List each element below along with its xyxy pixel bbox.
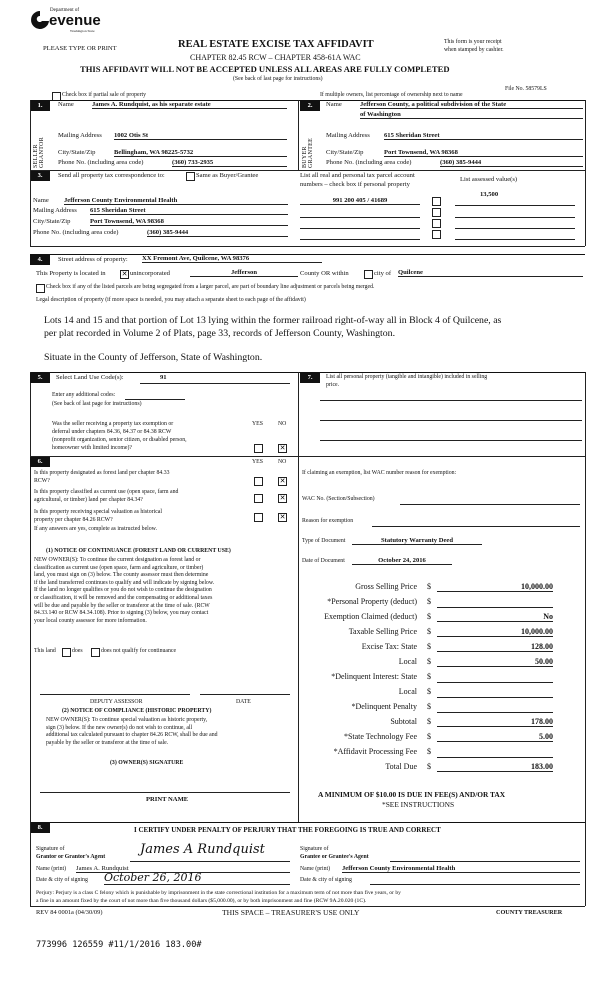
fee-value[interactable]: 10,000.00 (437, 627, 553, 637)
county-or-within-label: County OR within (300, 270, 349, 277)
receipt-note-1: This form is your receipt (444, 39, 502, 45)
buyer-phone-label: Phone No. (including area code) (326, 159, 412, 166)
personal-property-checkbox[interactable] (432, 208, 441, 217)
same-as-buyer-label: Same as Buyer/Grantee (196, 172, 259, 179)
fee-currency: $ (427, 672, 431, 681)
parcel-header-2: numbers – check box if personal property (300, 181, 410, 188)
fee-currency: $ (427, 762, 431, 771)
treasurer-use-only: THIS SPACE – TREASURER'S USE ONLY (222, 908, 360, 917)
fee-row (300, 610, 585, 625)
fee-row (300, 730, 585, 745)
legal-description-line-2[interactable]: per plat recorded in Volume 2 of Plats, page 33, records of Jefferson County, Washington. (44, 328, 396, 339)
document-date[interactable]: October 24, 2016 (352, 557, 452, 565)
document-type-label: Type of Document (302, 538, 346, 544)
same-as-buyer-checkbox[interactable] (186, 172, 195, 181)
parcel-header-1: List all real and personal tax parcel account (300, 172, 415, 179)
section-8-number: 8. (30, 823, 50, 833)
fee-currency: $ (427, 642, 431, 651)
notice-line: 84.33.140 or RCW 84.34.108). Prior to signing (3) below, you may contact (34, 610, 209, 617)
fee-row (300, 715, 585, 730)
segregated-checkbox[interactable] (36, 284, 45, 293)
segregated-label: Check box if any of the listed parcels are being segregated from a larger parcel, are part of boundary line adjustment or parcels being merged. (46, 284, 375, 290)
send-correspondence-label: Send all property tax correspondence to: (58, 172, 165, 179)
buyer-phone[interactable]: (360) 385-9444 (440, 159, 583, 167)
exemption-yes-checkbox[interactable] (254, 444, 263, 453)
exemption-wac-label: If claiming an exemption, list WAC number reason for exemption: (302, 470, 457, 476)
fee-row (300, 625, 585, 640)
file-no: File No. 58579LS (505, 86, 547, 92)
fee-label: Gross Selling Price (355, 582, 417, 591)
buyer-name-label: Name (326, 101, 342, 108)
yes-header: YES (252, 459, 263, 465)
yes-header: YES (252, 421, 263, 427)
section-5-number: 5. (30, 373, 50, 383)
seller-phone-label: Phone No. (including area code) (58, 159, 144, 166)
perjury-warning-2: a fine in an amount fixed by the court of not more than five thousand dollars ($5,000.00), or by both imprisonment and fine (RCW 9A.20.020 (1C). (36, 898, 367, 904)
grantee-signature-label-2: Grantee or Grantee's Agent (300, 854, 369, 860)
form-revision: REV 84 0001a (04/30/09) (36, 909, 103, 916)
personal-property-label-1: List all personal property (tangible and intangible) included in selling (326, 374, 488, 380)
city-of-label: city of (374, 270, 392, 277)
exemption-question-3: (nonprofit organization, senior citizen, or disabled person, (52, 437, 187, 443)
fee-currency: $ (427, 612, 431, 621)
personal-property-checkbox[interactable] (432, 230, 441, 239)
exemption-question-2: deferral under chapters 84.36, 84.37 or 84.38 RCW (52, 429, 172, 435)
fee-currency: $ (427, 747, 431, 756)
deputy-signature-line (40, 694, 190, 695)
section-6-number: 6. (30, 457, 50, 467)
notice-line: classification as current use (open space, farm and agriculture, or timber) (34, 564, 204, 571)
historic-question-1: Is this property receiving special valuation as historical (34, 509, 162, 515)
personal-property-checkbox[interactable] (432, 197, 441, 206)
fee-label: *Delinquent Penalty (351, 702, 417, 711)
notice-line: land, you must sign on (3) below. The county assessor must then determine (34, 572, 209, 579)
land-use-line (140, 383, 290, 384)
fee-currency: $ (427, 627, 431, 636)
forest-question-2: RCW? (34, 478, 50, 484)
notice-line: will be due and payable by the seller or transferor at the time of sale. (RCW (34, 602, 210, 609)
current-use-question-1: Is this property classified as current use (open space, farm and (34, 489, 179, 495)
section-1-number: 1. (30, 101, 50, 111)
buyer-mailing-label: Mailing Address (326, 132, 370, 139)
form-subtitle: CHAPTER 82.45 RCW – CHAPTER 458-61A WAC (190, 53, 361, 62)
personal-property-line (320, 440, 582, 441)
grantee-date-line (370, 884, 580, 885)
notice-continuance-body (34, 557, 294, 625)
street-address[interactable]: XX Fremont Ave, Quilcene, WA 98376 (142, 255, 322, 263)
grantor-date[interactable]: October 26, 2016 (104, 871, 290, 885)
additional-codes-label: Enter any additional codes: (52, 392, 116, 398)
correspondence-phone-label: Phone No. (including area code) (33, 229, 119, 236)
fee-value[interactable]: No (437, 612, 553, 622)
notice-line: payable by the seller or transferor at the time of sale. (46, 739, 169, 746)
divider (585, 822, 586, 906)
seller-city[interactable]: Bellingham, WA 98225-5732 (114, 149, 287, 157)
legal-description-line-1[interactable]: Lots 14 and 15 and that portion of Lot 13 lying within the former railroad right-of-way all in Block 4 of Quilcene, as (44, 315, 502, 326)
fee-currency: $ (427, 717, 431, 726)
fee-value[interactable]: 50.00 (437, 657, 553, 667)
correspondence-mailing[interactable]: 615 Sheridan Street (90, 207, 288, 215)
assessed-value[interactable]: 13,500 (480, 191, 499, 198)
fee-currency: $ (427, 582, 431, 591)
fee-value[interactable] (437, 747, 553, 758)
fee-label: *Delinquent Interest: State (331, 672, 417, 681)
grantee-date-label: Date & city of signing (300, 877, 352, 883)
current-use-question-2: agricultural, or timber) land per chapter 84.34? (34, 497, 143, 503)
fee-label: *State Technology Fee (343, 732, 417, 741)
buyer-name-line-1[interactable]: Jefferson County, a political subdivision of the State (360, 101, 583, 109)
divider (298, 100, 299, 170)
fee-label: Excise Tax: State (361, 642, 417, 651)
divider (585, 372, 586, 822)
perjury-warning-1: Perjury: Perjury is a class C felony which is punishable by imprisonment in the state correctional institution for a maximum term of not more than five years, or by (36, 890, 401, 896)
historic-yes-checkbox[interactable] (254, 513, 263, 522)
county-treasurer: COUNTY TREASURER (496, 909, 563, 916)
land-does-not-label: does not qualify for continuance (101, 648, 177, 654)
personal-property-checkbox[interactable] (432, 219, 441, 228)
fee-currency: $ (427, 657, 431, 666)
fee-row (300, 640, 585, 655)
fee-label: Subtotal (390, 717, 417, 726)
fee-currency: $ (427, 702, 431, 711)
column-divider (298, 372, 299, 822)
unincorporated-checkbox[interactable]: ✕ (121, 270, 128, 278)
section-2-number: 2. (300, 101, 320, 111)
yes-note: If any answers are yes, complete as instructed below. (34, 526, 157, 532)
correspondence-name[interactable]: Jefferson County Environmental Health (64, 197, 288, 205)
exemption-question-1: Was the seller receiving a property tax exemption or (52, 421, 174, 427)
document-type[interactable]: Statutory Warranty Deed (352, 537, 482, 545)
county-value[interactable]: Jefferson (190, 269, 298, 277)
fee-label: *Affidavit Processing Fee (333, 747, 417, 756)
deputy-date-line (200, 694, 290, 695)
personal-property-label-2: price. (326, 382, 340, 388)
fee-row (300, 580, 585, 595)
fee-currency: $ (427, 687, 431, 696)
notice-compliance-body (46, 717, 286, 747)
divider (30, 246, 585, 247)
print-name-label: PRINT NAME (146, 796, 189, 803)
located-in-label: This Property is located in (36, 270, 106, 277)
additional-codes-line (125, 399, 185, 400)
receipt-note-2: when stamped by cashier. (444, 47, 504, 53)
fee-value[interactable] (437, 672, 553, 683)
exemption-reason-line (372, 526, 580, 527)
no-header: NO (278, 421, 287, 427)
form-warning: THIS AFFIDAVIT WILL NOT BE ACCEPTED UNLESS ALL AREAS ARE FULLY COMPLETED (80, 64, 450, 74)
historic-no-checkbox[interactable]: ✕ (279, 513, 286, 521)
see-back: (See back of last page for instructions) (233, 76, 323, 82)
logo-name: evenue (49, 12, 101, 29)
treasurer-stamp: 773996 126559 #11/1/2016 183.00# (36, 940, 202, 950)
forest-question-1: Is this property designated as forest land per chapter 84.33 (34, 470, 170, 476)
partial-sale-label: Check box if partial sale of property (62, 92, 147, 98)
grantor-date-label: Date & city of signing (36, 877, 88, 883)
no-header: NO (278, 459, 287, 465)
divider (298, 456, 585, 457)
notice-line: or classification, it will be removed and the compensating or additional taxes (34, 594, 213, 601)
fee-row (300, 685, 585, 700)
assessed-line (455, 239, 575, 240)
assessed-line (455, 217, 575, 218)
fee-value[interactable]: 128.00 (437, 642, 553, 652)
personal-property-line (320, 400, 582, 401)
notice-line: NEW OWNER(S): To continue special valuation as historic property, (46, 717, 208, 723)
fee-row (300, 670, 585, 685)
land-does-not-checkbox[interactable] (91, 648, 100, 657)
notice-line: if the land transferred continues to qualify and will indicate by signing below. (34, 579, 215, 586)
fee-value[interactable]: 178.00 (437, 717, 553, 727)
form-title: REAL ESTATE EXCISE TAX AFFIDAVIT (178, 39, 374, 50)
section-3-number: 3. (30, 171, 50, 181)
divider (30, 372, 31, 822)
divider (30, 456, 298, 457)
land-use-label: Select Land Use Code(s): (56, 374, 124, 381)
land-does-checkbox[interactable] (62, 648, 71, 657)
grantor-signature-label-2: Grantor or Grantor's Agent (36, 854, 106, 860)
deputy-date-label: DATE (236, 699, 251, 705)
grantee-signature-label-1: Signature of (300, 846, 329, 852)
fee-label: Local (398, 687, 417, 696)
document-date-label: Date of Document (302, 558, 345, 564)
wac-number-line (400, 504, 580, 505)
fee-label: *Personal Property (deduct) (327, 597, 417, 606)
notice-line: additional tax calculated pursuant to chapter 84.26 RCW, shall be due and (46, 732, 218, 739)
grantor-signature[interactable]: James A Rundquist (140, 842, 265, 857)
divider (30, 822, 585, 823)
grantor-name-label: Name (print) (36, 866, 67, 872)
divider (30, 822, 31, 906)
fee-value[interactable]: 5.00 (437, 732, 553, 742)
seller-name-label: Name (58, 101, 74, 108)
parcel-number[interactable]: 991 200 405 / 41689 (300, 197, 420, 205)
situate-text[interactable]: Situate in the County of Jefferson, State of Washington. (44, 352, 263, 363)
fee-value[interactable] (437, 702, 553, 713)
fee-row (300, 595, 585, 610)
notice-continuance-title: (1) NOTICE OF CONTINUANCE (FOREST LAND OR CURRENT USE) (46, 548, 231, 554)
divider (30, 170, 585, 171)
notice-line: sign (3) below. If the new owner(s) do not wish to continue, all (46, 724, 193, 731)
fee-value[interactable] (437, 597, 553, 608)
fee-value[interactable] (437, 687, 553, 698)
logo-state: Washington State (70, 29, 95, 33)
owner-signature-label: (3) OWNER(S) SIGNATURE (110, 760, 184, 766)
please-type: PLEASE TYPE OR PRINT (43, 45, 117, 52)
parcel-line (300, 217, 420, 218)
this-land-label: This land (34, 648, 56, 654)
divider (585, 100, 586, 246)
legal-description-label: Legal description of property (if more space is needed, you may attach a separate sheet to each page of the affidavit) (36, 297, 306, 303)
fee-label: Total Due (385, 762, 417, 771)
exemption-question-4: homeowner with limited income)? (52, 445, 133, 451)
fee-currency: $ (427, 597, 431, 606)
notice-line: If the land no longer qualifies or you do not wish to continue the designation (34, 587, 212, 594)
owner-signature-line (40, 792, 290, 793)
section-7-number: 7. (300, 373, 320, 383)
city-checkbox[interactable] (364, 270, 373, 279)
fee-value[interactable]: 10,000.00 (437, 582, 553, 592)
fee-row (300, 655, 585, 670)
seller-city-label: City/State/Zip (58, 149, 96, 156)
buyer-mailing[interactable]: 615 Sheridan Street (384, 132, 583, 140)
forest-no-checkbox[interactable]: ✕ (279, 477, 286, 485)
fee-label: Exemption Claimed (deduct) (324, 612, 417, 621)
current-use-no-checkbox[interactable]: ✕ (279, 494, 286, 502)
buyer-city-label: City/State/Zip (326, 149, 364, 156)
notice-line: your local county assessor for more information. (34, 617, 147, 624)
grantor-signature-label-1: Signature of (36, 846, 65, 852)
dor-logo (30, 8, 100, 38)
fee-currency: $ (427, 732, 431, 741)
seller-name[interactable]: James A. Rundquist, as his separate estate (92, 101, 287, 109)
seller-phone[interactable]: (360) 733-2935 (172, 159, 287, 167)
fee-row (300, 760, 585, 775)
exemption-no-checkbox[interactable]: ✕ (279, 444, 286, 452)
parcel-line (300, 239, 420, 240)
buyer-city[interactable]: Port Townsend, WA 98368 (384, 149, 583, 157)
assessed-line (455, 205, 575, 206)
minimum-due-note: A MINIMUM OF $10.00 IS DUE IN FEE(S) AND/OR TAX (318, 790, 506, 799)
see-instructions-note: *SEE INSTRUCTIONS (382, 800, 455, 809)
wac-number-label: WAC No. (Section/Subsection) (302, 496, 375, 502)
correspondence-name-label: Name (33, 197, 49, 204)
street-label: Street address of property: (58, 256, 128, 263)
unincorporated-label: unincorporated (130, 270, 170, 277)
grantee-signature-line (390, 861, 580, 862)
notice-line: NEW OWNER(S): To continue the current designation as forest land or (34, 557, 201, 563)
seller-mailing-label: Mailing Address (58, 132, 102, 139)
grantee-name-label: Name (print) (300, 866, 331, 872)
personal-property-line (320, 420, 582, 421)
fee-row (300, 745, 585, 760)
multiple-owners-label: If multiple owners, list percentage of ownership next to name (320, 92, 463, 98)
section-4-number: 4. (30, 255, 50, 265)
divider (30, 906, 585, 907)
forest-yes-checkbox[interactable] (254, 477, 263, 486)
logo-dept: Department of (50, 8, 80, 13)
city-value[interactable]: Quilcene (398, 269, 583, 277)
fee-label: Taxable Selling Price (348, 627, 417, 636)
current-use-yes-checkbox[interactable] (254, 494, 263, 503)
historic-question-2: property per chapter 84.26 RCW? (34, 517, 113, 523)
seller-mailing[interactable]: 1002 Otis St (114, 132, 287, 140)
revenue-logo-icon (30, 10, 50, 32)
parcel-line (300, 228, 420, 229)
grantor-name[interactable]: James A. Rundquist (76, 865, 290, 873)
fee-table (300, 580, 585, 775)
correspondence-mailing-label: Mailing Address (33, 207, 77, 214)
divider (30, 100, 31, 246)
additional-codes-note: (See back of last page for instructions) (52, 401, 142, 407)
fee-row (300, 700, 585, 715)
certify-statement: I CERTIFY UNDER PENALTY OF PERJURY THAT THE FOREGOING IS TRUE AND CORRECT (134, 826, 441, 834)
assessed-header: List assessed value(s) (460, 176, 518, 183)
correspondence-city-label: City/State/Zip (33, 218, 71, 225)
correspondence-city[interactable]: Port Townsend, WA 98368 (90, 218, 288, 226)
exemption-reason-label: Reason for exemption (302, 518, 354, 524)
fee-value[interactable]: 183.00 (437, 762, 553, 772)
land-does-label: does (72, 648, 83, 654)
assessed-line (455, 228, 575, 229)
notice-compliance-title: (2) NOTICE OF COMPLIANCE (HISTORIC PROPERTY) (62, 708, 212, 714)
buyer-side-label: BUYER GRANTEE (302, 137, 314, 168)
correspondence-phone[interactable]: (360) 385-9444 (147, 229, 288, 237)
seller-side-label: SELLER GRANTOR (33, 137, 45, 168)
deputy-assessor-label: DEPUTY ASSESSOR (90, 699, 143, 705)
grantor-signature-line (130, 861, 290, 862)
grantee-name[interactable]: Jefferson County Environmental Health (342, 865, 580, 873)
land-use-code[interactable]: 91 (160, 374, 167, 381)
buyer-name-line-2[interactable]: of Washington (360, 111, 583, 119)
fee-label: Local (398, 657, 417, 666)
